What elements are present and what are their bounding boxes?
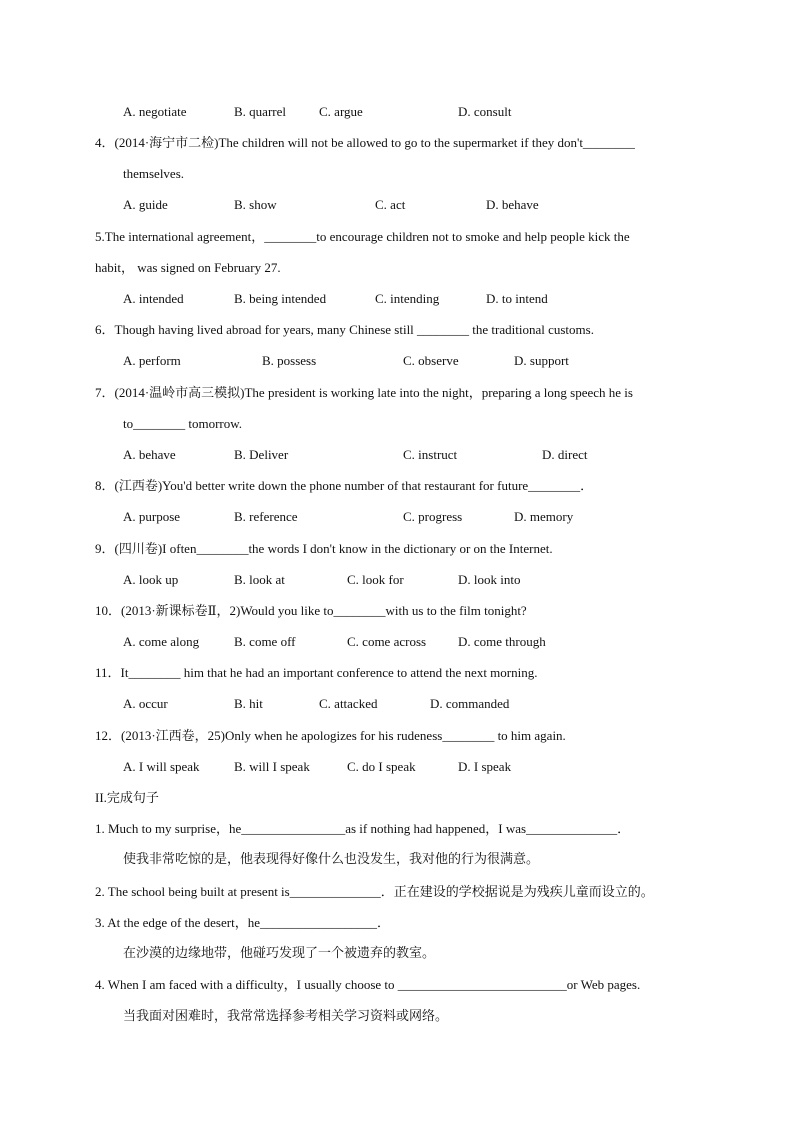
q10-option-d: D. come through [458, 634, 546, 649]
q12-option-a: A. I will speak [123, 759, 200, 774]
q8-option-b: B. reference [234, 509, 298, 524]
sentence-2: 2. The school being built at present is______________．正在建设的学校据说是为残疾儿童而设立的。 [95, 884, 654, 899]
sentence-1-chinese: 使我非常吃惊的是，他表现得好像什么也没发生，我对他的行为很满意。 [123, 852, 540, 867]
q6-option-b: B. possess [262, 353, 317, 368]
q9-stem-line1: 9．(四川卷)I often________the words I don't know in the dictionary or on the Internet. [95, 541, 553, 556]
q5-option-d: D. to intend [486, 291, 548, 306]
q3-option-d: D. consult [458, 104, 512, 119]
q8-option-c: C. progress [403, 509, 463, 524]
q4-stem-line1: 4．(2014·海宁市二检)The children will not be allowed to go to the supermarket if they don't________ [95, 135, 635, 150]
q7-option-c: C. instruct [403, 447, 458, 462]
q7-stem-line1: 7．(2014·温岭市高三模拟)The president is working late into the night，preparing a long speech he is [95, 385, 633, 400]
q6-option-d: D. support [514, 353, 569, 368]
sentence-3-chinese: 在沙漠的边缘地带，他碰巧发现了一个被遗弃的教室。 [123, 946, 436, 961]
q6-stem-line1: 6．Though having lived abroad for years, many Chinese still ________ the traditional customs. [95, 322, 594, 337]
q5-option-c: C. intending [375, 291, 440, 306]
q12-option-c: C. do I speak [347, 759, 416, 774]
q11-option-d: D. commanded [430, 696, 510, 711]
section-heading: II.完成句子 [95, 790, 159, 805]
q10-option-b: B. come off [234, 634, 296, 649]
q7-option-a: A. behave [123, 447, 176, 462]
sentence-4-chinese: 当我面对困难时，我常常选择参考相关学习资料或网络。 [123, 1009, 449, 1024]
q4-option-b: B. show [234, 197, 277, 212]
q8-option-a: A. purpose [123, 509, 181, 524]
q10-option-c: C. come across [347, 634, 427, 649]
q4-option-d: D. behave [486, 197, 539, 212]
q8-option-d: D. memory [514, 509, 574, 524]
q5-option-b: B. being intended [234, 291, 327, 306]
q9-option-c: C. look for [347, 572, 404, 587]
q5-stem-line2: habit， was signed on February 27. [95, 260, 281, 275]
q10-stem-line1: 10．(2013·新课标卷Ⅱ，2)Would you like to________with us to the film tonight? [95, 603, 527, 618]
sentence-1: 1. Much to my surprise，he________________as if nothing had happened，I was______________． [95, 821, 631, 836]
q7-stem-line2: to________ tomorrow. [123, 416, 243, 431]
q12-stem-line1: 12．(2013·江西卷，25)Only when he apologizes for his rudeness________ to him again. [95, 728, 566, 743]
q12-option-d: D. I speak [458, 759, 512, 774]
q6-option-c: C. observe [403, 353, 459, 368]
q10-option-a: A. come along [123, 634, 200, 649]
q6-option-a: A. perform [123, 353, 181, 368]
q4-stem-line2: themselves. [123, 166, 185, 181]
q7-option-d: D. direct [542, 447, 588, 462]
q5-stem-line1: 5.The international agreement，________to encourage children not to smoke and help people kick the [95, 229, 630, 244]
sentence-4: 4. When I am faced with a difficulty，I usually choose to __________________________or Web pages. [95, 977, 641, 992]
q11-option-b: B. hit [234, 696, 263, 711]
q12-option-b: B. will I speak [234, 759, 310, 774]
q8-stem-line1: 8．(江西卷)You'd better write down the phone number of that restaurant for future________． [95, 478, 594, 493]
q9-option-d: D. look into [458, 572, 521, 587]
q9-option-b: B. look at [234, 572, 285, 587]
q3-option-b: B. quarrel [234, 104, 286, 119]
q9-option-a: A. look up [123, 572, 179, 587]
q5-option-a: A. intended [123, 291, 184, 306]
q11-option-a: A. occur [123, 696, 168, 711]
q11-stem-line1: 11．It________ him that he had an important conference to attend the next morning. [95, 665, 538, 680]
q3-option-c: C. argue [319, 104, 363, 119]
q11-option-c: C. attacked [319, 696, 378, 711]
q3-option-a: A. negotiate [123, 104, 187, 119]
q7-option-b: B. Deliver [234, 447, 289, 462]
q4-option-a: A. guide [123, 197, 168, 212]
q4-option-c: C. act [375, 197, 406, 212]
sentence-3: 3. At the edge of the desert，he__________________． [95, 915, 390, 930]
